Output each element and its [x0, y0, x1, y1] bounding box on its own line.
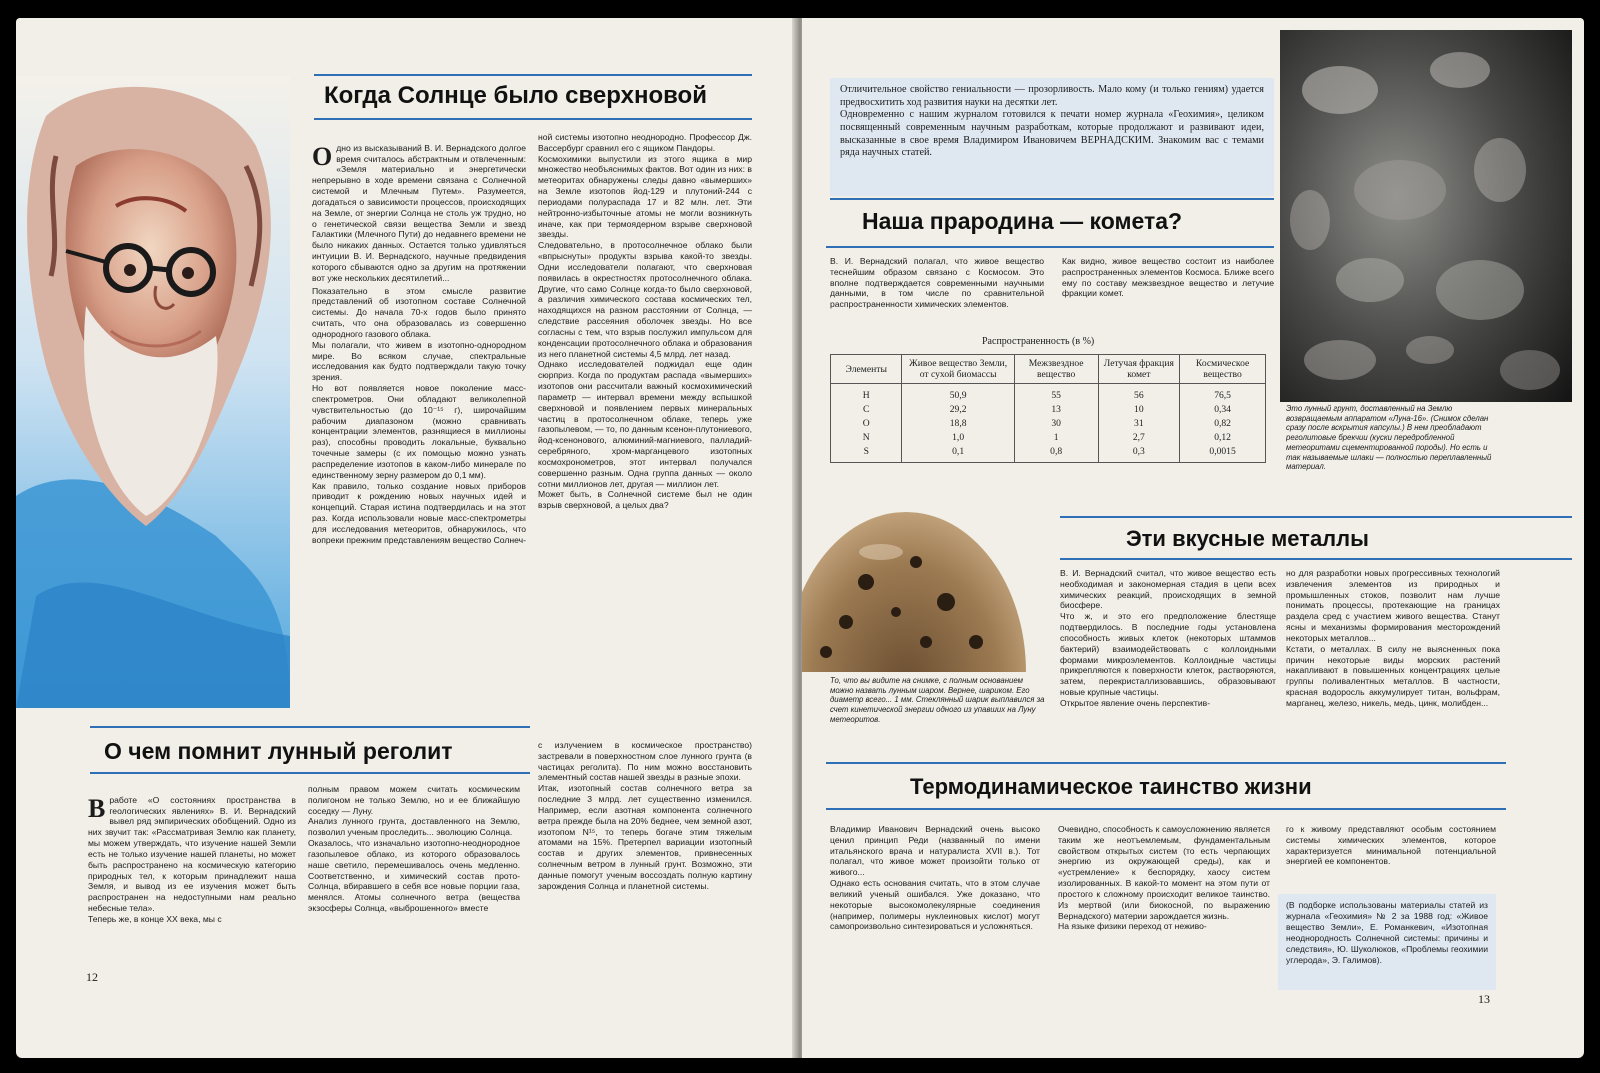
- photo-caption: Это лунный грунт, доставленный на Землю возвращаемым аппаратом «Луна-16». (Снимок сделан сразу после вскрытия капсулы.) В нем преобладают реголитовые брекчии (куски передробленной метеоритами сцементированной породы). Но есть и так называемые шлаки — полностью переплавленный материал.: [1286, 404, 1492, 472]
- intro-box: Отличительное свойство гениальности — прозорливость. Мало кому (и только гениям) удается предвосхитить ход развития науки на десятки лет. Одновременно с нашим журналом готовился к печати номер журнала «Геохимия», целиком посвященный современным научным разработкам, которые продолжают и развивают идеи, высказанные в свое время Владимиром Ивановичем ВЕРНАДСКИМ. Знакомим вас с темами ряда научных статей.: [830, 78, 1274, 196]
- title-rule: [1060, 516, 1572, 518]
- abundance-table: [830, 354, 1266, 463]
- lunar-soil-photo: [1280, 30, 1572, 402]
- article-column: ной системы изотопно неоднородно. Профессор Дж. Вассербург сравнил его с ящиком Пандоры. Космохимики выпустили из этого ящика в мир множество необъяснимых фактов. Вот один из них: в метеоритах обнаружены следы давно «вымерших» на Земле изотопов йод-129 и плутоний-244 с периодами полураспада 17 и 82 млн. лет. Эти нейтронно-избыточные атомы не могли возникнуть иначе, как при термоядерном взрыве сверхновой звезды. Следовательно, в протосолнечное облако были «впрыснуты» продукты взрыва какой-то звезды. Одни исследователи полагают, что сверхновая появилась в окрестностях протосолнечного облака. Другие, что само Солнце когда-то было сверхновой, а различия химического состава космических тел, находящихся на разном расстоянии от Солнца, — следствие рассеяния оболочек звезды. Но все согласны с тем, что взрыв послужил импульсом для конденсации протосолнечного облака и образования из него планетной системы 4,5 млрд. лет назад. Однако исследователей поджидал еще один сюрприз. Когда по продуктам распада «вымерших» изотопов они рассчитали важный космохимический параметр — интервал времени между вспышкой сверхновой и появлением первых минеральных частиц в протосолнечном облаке, теперь уже газопылевом, — то, по данным ксенон-плутониевого, йод-ксенонового, алюминий-магниевого, палладий-серебряного, хром-марганцевого изотопных космохронометров, этот интервал получался совершенно разным. Одна группа данных — около сотни миллионов лет, другая — миллион лет. Может быть, в Солнечной системе был не один взрыв сверхновой, а целых два?: [538, 132, 752, 511]
- value-cell: 50,9 29,2 18,8 1,0 0,1: [902, 384, 1014, 463]
- page-number: 12: [86, 970, 98, 984]
- article-title: Когда Солнце было сверхновой: [324, 82, 707, 109]
- value-cell: 56 10 31 2,7 0,3: [1098, 384, 1180, 463]
- value-cell: 76,5 0,34 0,82 0,12 0,0015: [1180, 384, 1266, 463]
- glass-sphere-photo: [802, 512, 1026, 672]
- table-title: Распространенность (в %): [982, 336, 1095, 347]
- article-column: с излучением в космическое пространство) застревали в поверхностном слое лунного грунта (в частицах реголита). По ним можно восстановить элементный состав нашей звезды в разные эпохи. Итак, изотопный состав солнечного ветра за последние 3 млрд. лет существенно изменился. Например, если азотная компонента солнечного ветра прежде была на 20% беднее, чем земной азот, изотопом N¹⁵, то теперь богаче этим тяжелым атомами на 15%. Претерпел вариации изотопный состав и других элементов, привнесенных солнечным ветром в лунный грунт. Возможно, эти данные помогут ученым воссоздать полную картину зарождения Солнца и планетной системы.: [538, 740, 752, 891]
- article-title: Эти вкусные металлы: [1126, 526, 1369, 551]
- dropcap: В: [88, 793, 106, 823]
- vernadsky-portrait-illustration: [16, 76, 290, 708]
- title-rule: [90, 726, 530, 728]
- article-title: О чем помнит лунный реголит: [104, 738, 453, 764]
- column-header: Живое вещество Земли, от сухой биомассы: [902, 355, 1014, 384]
- title-rule: [314, 74, 752, 76]
- title-rule: [826, 762, 1506, 764]
- title-rule: [90, 772, 530, 774]
- article-title: Наша прародина — комета?: [862, 208, 1183, 234]
- sphere-caption: То, что вы видите на снимке, с полным основанием можно назвать лунным шаром. Вернее, шариком. Его диаметр всего... 1 мм. Стеклянный шарик выплавился за счет кинетической энергии одного из упавших на Луну метеоритов.: [830, 676, 1045, 724]
- column-header: Летучая фракция комет: [1098, 355, 1180, 384]
- left-page: [16, 18, 798, 1058]
- table-row: [831, 384, 1266, 463]
- article-column: [88, 784, 296, 970]
- article-column: Очевидно, способность к самоусложнению является таким же неотъемлемым, фундаментальным свойством открытых систем (то есть черпающих энергию из окружающей среды), как и «устремление» к беспорядку, хаосу систем изолированных. В какой-то момент на этом пути от простого к сложному происходит великое таинство. Из мертвой (или биокосной, по выражению Вернадского) материи зарождается жизнь. На языке физики переход от неживо-: [1058, 824, 1270, 932]
- article-column: но для разработки новых прогрессивных технологий извлечения элементов из природных и промышленных стоков, позволит нам лучше понимать процессы, протекающие на границах раздела сред с участием живого вещества. Станут ясны и механизмы формирования месторождений некоторых металлов... Кстати, о металлах. В силу не выясненных пока причин некоторые виды морских растений накапливают в повышенных концентрациях целые группы поливалентных металлов. В частности, красная водоросль аккумулирует титан, вольфрам, марганец, железо, никель, медь, цинк, молибден...: [1286, 568, 1500, 708]
- title-rule: [826, 808, 1506, 810]
- paragraph: дно из высказываний В. И. Вернадского долгое время считалось абстрактным и отвлеченным: «Земля материально и энергетически непрерывно в ходе времени связана с Солнечной системой и Млечным Путем». Разумеется, догадаться о зависимости процессов, происходящих на Земле, от энергии Солнца не столь уж трудно, но о генетической связи вещества Земли и звезд Галактики (Млечного Пути) до недавнего времени не было никаких данных. Остается только удивляться интуиции В. И. Вернадского, научные предвидения которого сбываются одно за другим на протяжении вот уже нескольких десятилетий...: [312, 142, 526, 283]
- article-column: [312, 132, 526, 692]
- right-page: [802, 18, 1584, 1058]
- table-header-row: [831, 355, 1266, 384]
- column-header: Элементы: [831, 355, 902, 384]
- article-column: Владимир Иванович Вернадский очень высоко ценил принцип Реди (названный по имени итальянского врача и натуралиста XVII в.). Тот полагал, что живое может произойти только от живого... Однако есть основания считать, что в этом случае великий ученый ошибался. Уже доказано, что некоторые высокомолекулярные соединения (например, полимеры нуклеиновых кислот) могут самопроизвольно синтезироваться и усложняться.: [830, 824, 1040, 932]
- title-rule: [826, 246, 1274, 248]
- article-column: Как видно, живое вещество состоит из наиболее распространенных элементов Космоса. Ближе всего ему по составу межзвездное вещество и летучие фракции комет.: [1062, 256, 1274, 299]
- dropcap: О: [312, 141, 333, 171]
- paragraph: Показательно в этом смысле развитие представлений об изотопном составе Солнечной системы. До начала 70-х годов было принято считать, что она образовалась из совершенно однородного газового облака. Мы полагали, что живем в изотопно-однородном мире. Во всяком случае, спектральные исследования как будто подтверждали такую точку зрения. Но вот появляется новое поколение масс-спектрометров. Они обладают великолепной чувствительностью (до 10⁻¹⁵ г), широчайшим рабочим диапазоном (можно сравнивать концентрации элементов, разнящиеся в миллионы раз), способны проводить локальные, буквально точечные замеры (с их помощью можно узнать распределение изотопов в каком-либо минерале по единственному зерну размером до 0,1 мм). Как правило, только создание новых приборов приводит к рождению новых научных идей и концепций. Старая истина подтвердилась и на этот раз. Когда использовали новые масс-спектрометры для исследования метеоритов, обнаружилось, что вопреки прежним представлениям вещество Солнеч-: [312, 285, 526, 545]
- elements-cell: H C O N S: [831, 384, 902, 463]
- column-header: Космическое вещество: [1180, 355, 1266, 384]
- title-rule: [1060, 558, 1572, 560]
- article-title: Термодинамическое таинство жизни: [910, 774, 1312, 799]
- title-rule: [314, 118, 752, 120]
- value-cell: 55 13 30 1 0,8: [1014, 384, 1098, 463]
- article-column: полным правом можем считать космическим полигоном не только Землю, но и ее ближайшую соседку — Луну. Анализ лунного грунта, доставленного на Землю, позволил ученым проследить... эволюцию Солнца. Оказалось, что изначально изотопно-неоднородное газопылевое облако, из которого образовалось наше светило, перемешивалось очень медленно. Соответственно, и химический состав прото-Солнца, вбиравшего в себя все новые порции газа, менялся. Атомы солнечного ветра (вещества экзосферы Солнца, «выброшенного» вместе: [308, 784, 520, 914]
- article-column: го к живому представляют особым состоянием системы химических элементов, которое характеризуется минимальной потенциальной энергией ее компонентов.: [1286, 824, 1496, 867]
- article-column: В. И. Вернадский считал, что живое вещество есть необходимая и закономерная стадия в цепи всех химических реакций, происходящих в земной биосфере. Что ж, и это его предположение блестяще подтвердилось. В последние годы установлена способность живых клеток (некоторых штаммов бактерий) взаимодействовать с коллоидными формами микроэлементов. Коллоидные частицы прикрепляются к поверхности клеток, растворяются, затем, перекристаллизовавшись, образовывают новые крупные частицы. Открытое явление очень перспектив-: [1060, 568, 1276, 708]
- column-header: Межзвездное вещество: [1014, 355, 1098, 384]
- paragraph: работе «О состояниях пространства в геологических явлениях» В. И. Вернадский вывел ряд эмпирических обобщений. Одно из них звучит так: «Рассматривая Землю как планету, мы можем утверждать, что изучение нашей Земли есть не только изучение нашей планеты, но может быть распространено на космическую категорию природных тел, к которым принадлежит наша Земля, и вывод из ее изучения может быть распространен на недоступными нам реально небесные тела». Теперь же, в конце XX века, мы с: [88, 794, 296, 924]
- article-column: В. И. Вернадский полагал, что живое вещество теснейшим образом связано с Космосом. Это вполне подтверждается современными научными данными, в том числе по сравнительной распространенности химических элементов.: [830, 256, 1044, 310]
- page-number: 13: [1478, 992, 1490, 1006]
- sources-note: (В подборке использованы материалы статей из журнала «Геохимия» № 2 за 1988 год: «Живое вещество Земли», Е. Романкевич, «Изотопная неоднородность Солнечной системы: причины и следствия», Ю. Шуколюков, «Проблемы геохимии углерода», Э. Галимов).: [1278, 894, 1496, 990]
- title-rule: [830, 198, 1274, 200]
